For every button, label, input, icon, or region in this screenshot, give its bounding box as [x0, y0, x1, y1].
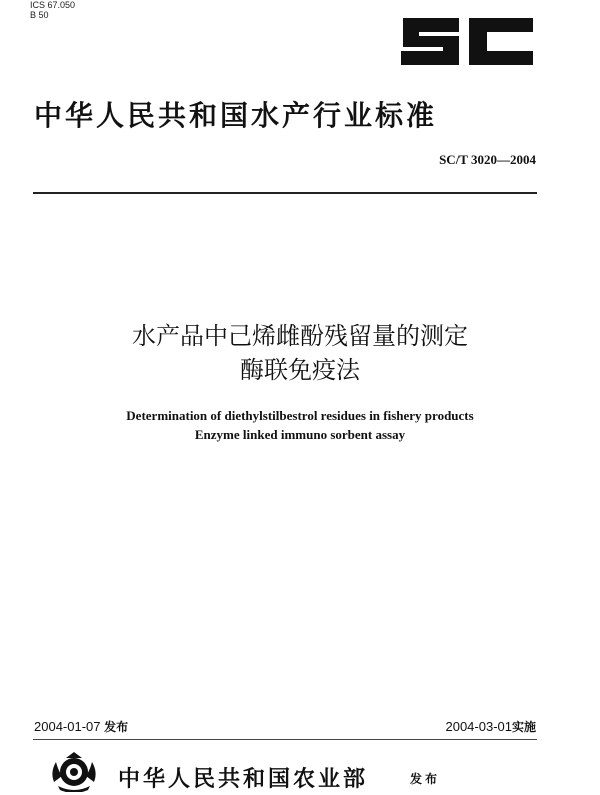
issuer-action: 发布: [410, 772, 441, 786]
ministry-emblem-icon: [48, 752, 100, 792]
issue-date-value: 2004-01-07: [34, 719, 101, 734]
header-divider: [33, 192, 537, 194]
issuer-name: 中华人民共和国农业部: [118, 767, 369, 792]
implement-date-label: 实施: [511, 720, 536, 734]
header-title: 中华人民共和国水产行业标准: [34, 99, 438, 132]
ccs-code: B 50: [30, 10, 49, 20]
implement-date: [445, 718, 536, 735]
issue-date: [34, 718, 128, 735]
title-chinese-line2: 酶联免疫法: [240, 356, 360, 384]
title-chinese-line1: 水产品中己烯雌酚残留量的测定: [132, 322, 468, 350]
footer-divider: [33, 739, 537, 740]
sc-logo: [397, 14, 537, 69]
title-english-line2: Enzyme linked immuno sorbent assay: [194, 427, 406, 442]
implement-date-value: 2004-03-01: [445, 719, 512, 734]
classification-codes: [30, 0, 75, 20]
issue-date-label: 发布: [104, 720, 129, 734]
sc-logo-s-letter: [401, 18, 459, 65]
title-english-line1: Determination of diethylstilbestrol residues in fishery products: [126, 408, 474, 423]
ics-code: ICS 67.050: [30, 0, 76, 10]
standard-number: SC/T 3020—2004: [439, 152, 536, 167]
